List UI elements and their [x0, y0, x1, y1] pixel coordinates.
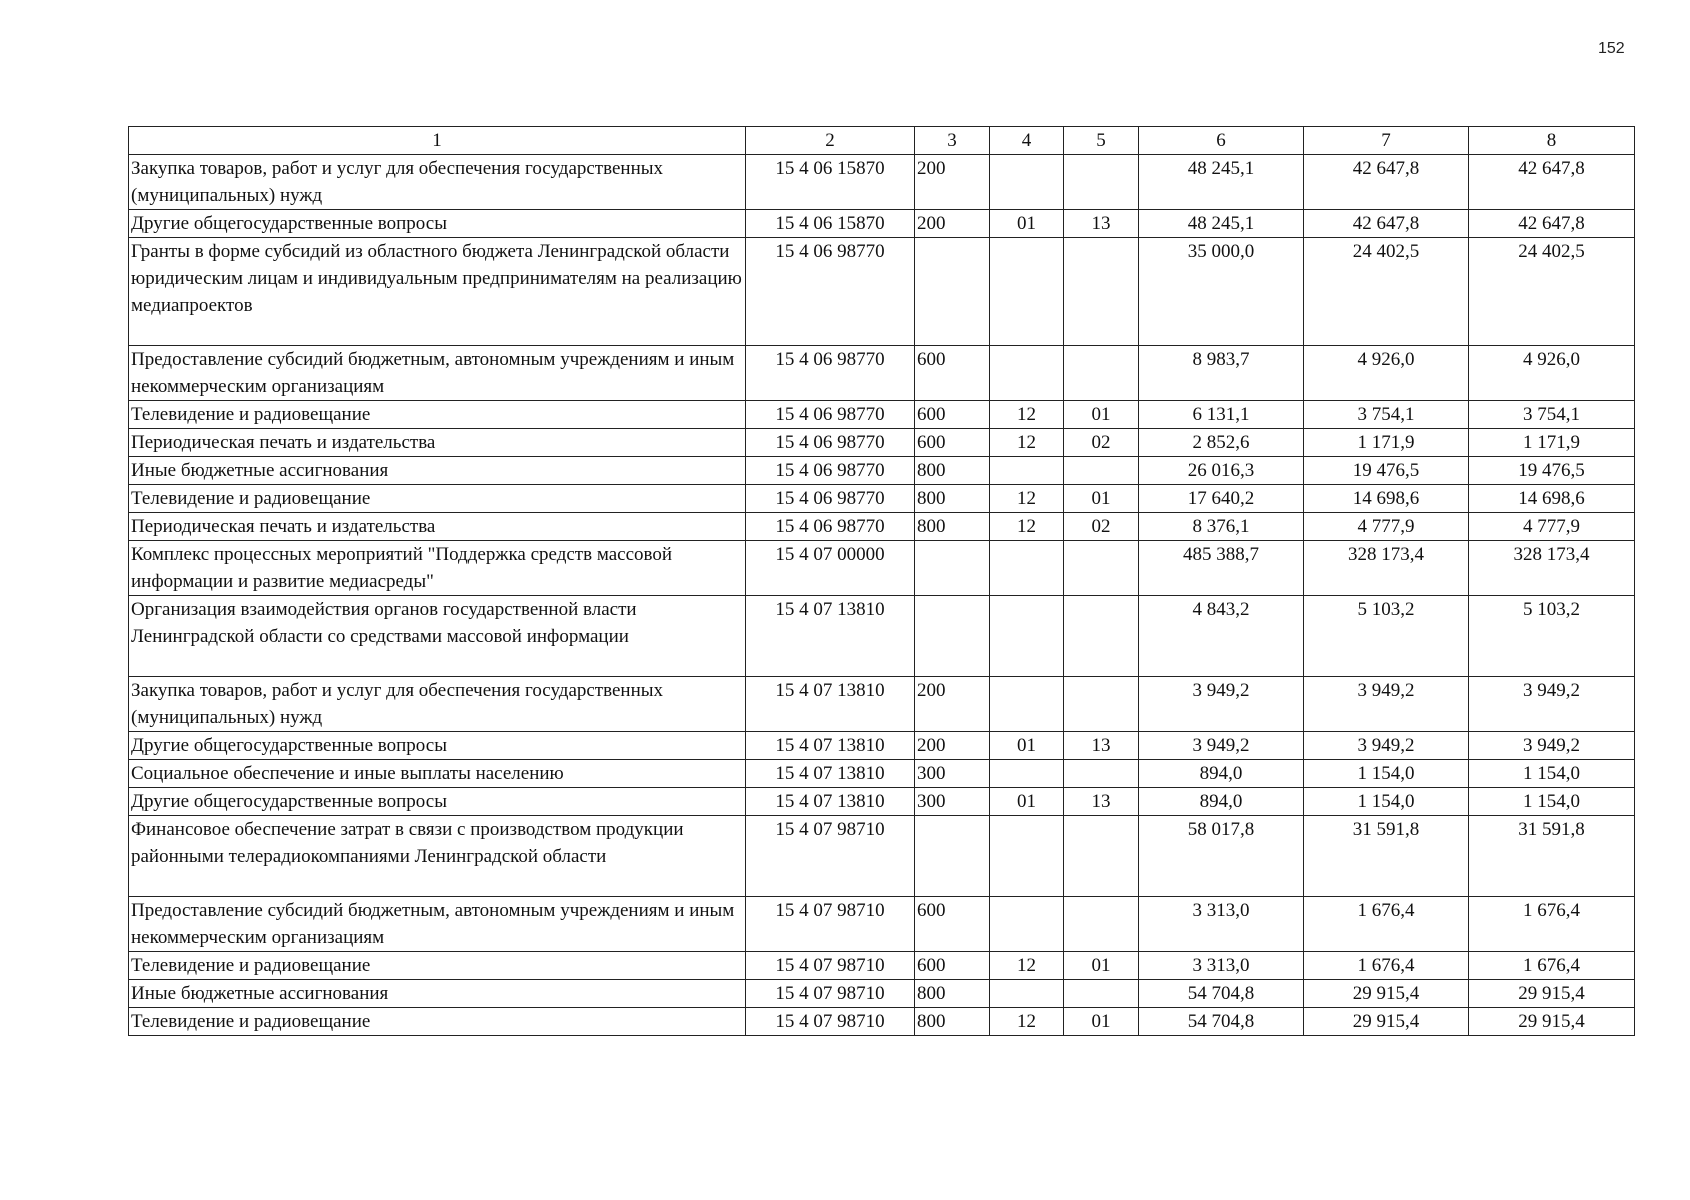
row-name: Другие общегосударственные вопросы	[129, 732, 746, 760]
amount-col-6: 48 245,1	[1139, 210, 1304, 238]
target-code: 15 4 06 98770	[746, 485, 915, 513]
section-code	[990, 897, 1064, 952]
amount-col-8: 19 476,5	[1469, 457, 1635, 485]
expense-type-code: 200	[915, 210, 990, 238]
target-code: 15 4 07 98710	[746, 980, 915, 1008]
amount-col-6: 8 983,7	[1139, 346, 1304, 401]
amount-col-6: 3 313,0	[1139, 897, 1304, 952]
target-code: 15 4 06 15870	[746, 155, 915, 210]
amount-col-6: 26 016,3	[1139, 457, 1304, 485]
amount-col-8: 29 915,4	[1469, 1008, 1635, 1036]
row-name: Иные бюджетные ассигнования	[129, 980, 746, 1008]
amount-col-7: 1 676,4	[1304, 897, 1469, 952]
row-name: Телевидение и радиовещание	[129, 1008, 746, 1036]
expense-type-code: 200	[915, 677, 990, 732]
amount-col-8: 29 915,4	[1469, 980, 1635, 1008]
expense-type-code: 600	[915, 346, 990, 401]
table-row	[129, 952, 1635, 980]
target-code: 15 4 06 98770	[746, 401, 915, 429]
amount-col-7: 1 154,0	[1304, 760, 1469, 788]
row-name: Другие общегосударственные вопросы	[129, 788, 746, 816]
target-code: 15 4 07 13810	[746, 788, 915, 816]
table-row	[129, 760, 1635, 788]
row-name: Закупка товаров, работ и услуг для обеспечения государственных (муниципальных) нужд	[129, 677, 746, 732]
amount-col-6: 3 949,2	[1139, 732, 1304, 760]
amount-col-7: 42 647,8	[1304, 210, 1469, 238]
amount-col-7: 29 915,4	[1304, 980, 1469, 1008]
expense-type-code: 300	[915, 760, 990, 788]
amount-col-6: 58 017,8	[1139, 816, 1304, 897]
amount-col-8: 4 777,9	[1469, 513, 1635, 541]
amount-col-7: 5 103,2	[1304, 596, 1469, 677]
row-name: Комплекс процессных мероприятий "Поддержка средств массовой информации и развитие медиасреды"	[129, 541, 746, 596]
amount-col-8: 3 949,2	[1469, 732, 1635, 760]
amount-col-7: 42 647,8	[1304, 155, 1469, 210]
row-name: Гранты в форме субсидий из областного бюджета Ленинградской области юридическим лицам и индивидуальным предпринимателям на реализацию медиапроектов	[129, 238, 746, 346]
amount-col-7: 328 173,4	[1304, 541, 1469, 596]
row-name: Социальное обеспечение и иные выплаты населению	[129, 760, 746, 788]
amount-col-8: 4 926,0	[1469, 346, 1635, 401]
amount-col-8: 42 647,8	[1469, 155, 1635, 210]
expense-type-code: 200	[915, 155, 990, 210]
section-code	[990, 155, 1064, 210]
amount-col-7: 3 949,2	[1304, 732, 1469, 760]
row-name: Предоставление субсидий бюджетным, автономным учреждениям и иным некоммерческим организациям	[129, 346, 746, 401]
section-code: 01	[990, 732, 1064, 760]
amount-col-8: 328 173,4	[1469, 541, 1635, 596]
expense-type-code: 600	[915, 429, 990, 457]
amount-col-6: 54 704,8	[1139, 1008, 1304, 1036]
amount-col-8: 1 154,0	[1469, 760, 1635, 788]
column-number: 1	[129, 127, 746, 155]
row-name: Организация взаимодействия органов государственной власти Ленинградской области со средствами массовой информации	[129, 596, 746, 677]
section-code: 01	[990, 210, 1064, 238]
target-code: 15 4 06 98770	[746, 457, 915, 485]
subsection-code	[1064, 980, 1139, 1008]
subsection-code: 02	[1064, 429, 1139, 457]
target-code: 15 4 06 98770	[746, 346, 915, 401]
table-row	[129, 513, 1635, 541]
expense-type-code: 600	[915, 897, 990, 952]
page-number: 152	[1598, 40, 1625, 57]
amount-col-7: 24 402,5	[1304, 238, 1469, 346]
section-code: 12	[990, 401, 1064, 429]
amount-col-8: 3 754,1	[1469, 401, 1635, 429]
section-code	[990, 346, 1064, 401]
amount-col-8: 5 103,2	[1469, 596, 1635, 677]
subsection-code	[1064, 897, 1139, 952]
row-name: Иные бюджетные ассигнования	[129, 457, 746, 485]
row-name: Предоставление субсидий бюджетным, автономным учреждениям и иным некоммерческим организациям	[129, 897, 746, 952]
table-row	[129, 238, 1635, 346]
column-number: 2	[746, 127, 915, 155]
column-number-row	[129, 127, 1635, 155]
section-code: 12	[990, 1008, 1064, 1036]
amount-col-8: 14 698,6	[1469, 485, 1635, 513]
amount-col-8: 1 154,0	[1469, 788, 1635, 816]
table-row	[129, 897, 1635, 952]
row-name: Периодическая печать и издательства	[129, 513, 746, 541]
expense-type-code: 600	[915, 952, 990, 980]
row-name: Другие общегосударственные вопросы	[129, 210, 746, 238]
expense-type-code	[915, 816, 990, 897]
table-row	[129, 816, 1635, 897]
subsection-code	[1064, 346, 1139, 401]
table-row	[129, 485, 1635, 513]
amount-col-8: 1 171,9	[1469, 429, 1635, 457]
expense-type-code: 800	[915, 980, 990, 1008]
amount-col-6: 3 949,2	[1139, 677, 1304, 732]
amount-col-7: 31 591,8	[1304, 816, 1469, 897]
expense-type-code: 800	[915, 1008, 990, 1036]
amount-col-6: 54 704,8	[1139, 980, 1304, 1008]
target-code: 15 4 07 13810	[746, 732, 915, 760]
table-row	[129, 677, 1635, 732]
amount-col-7: 14 698,6	[1304, 485, 1469, 513]
column-number: 3	[915, 127, 990, 155]
target-code: 15 4 06 15870	[746, 210, 915, 238]
amount-col-6: 894,0	[1139, 760, 1304, 788]
section-code: 12	[990, 485, 1064, 513]
section-code	[990, 541, 1064, 596]
target-code: 15 4 06 98770	[746, 238, 915, 346]
section-code	[990, 980, 1064, 1008]
subsection-code	[1064, 816, 1139, 897]
table-row	[129, 401, 1635, 429]
table-row	[129, 346, 1635, 401]
section-code	[990, 596, 1064, 677]
row-name: Финансовое обеспечение затрат в связи с производством продукции районными телерадиокомпаниями Ленинградской области	[129, 816, 746, 897]
subsection-code: 01	[1064, 1008, 1139, 1036]
target-code: 15 4 07 98710	[746, 1008, 915, 1036]
amount-col-6: 2 852,6	[1139, 429, 1304, 457]
section-code	[990, 238, 1064, 346]
amount-col-6: 48 245,1	[1139, 155, 1304, 210]
table-row	[129, 980, 1635, 1008]
table-row	[129, 429, 1635, 457]
amount-col-8: 1 676,4	[1469, 952, 1635, 980]
table-row	[129, 1008, 1635, 1036]
subsection-code: 13	[1064, 788, 1139, 816]
section-code: 12	[990, 429, 1064, 457]
expense-type-code: 300	[915, 788, 990, 816]
row-name: Периодическая печать и издательства	[129, 429, 746, 457]
subsection-code: 13	[1064, 732, 1139, 760]
expense-type-code: 800	[915, 485, 990, 513]
table-row	[129, 732, 1635, 760]
expense-type-code: 800	[915, 513, 990, 541]
amount-col-8: 42 647,8	[1469, 210, 1635, 238]
amount-col-8: 1 676,4	[1469, 897, 1635, 952]
subsection-code: 02	[1064, 513, 1139, 541]
amount-col-7: 4 926,0	[1304, 346, 1469, 401]
expense-type-code	[915, 541, 990, 596]
column-number: 7	[1304, 127, 1469, 155]
target-code: 15 4 07 98710	[746, 952, 915, 980]
amount-col-8: 24 402,5	[1469, 238, 1635, 346]
table-row	[129, 155, 1635, 210]
subsection-code	[1064, 457, 1139, 485]
target-code: 15 4 07 13810	[746, 760, 915, 788]
amount-col-6: 35 000,0	[1139, 238, 1304, 346]
section-code	[990, 816, 1064, 897]
amount-col-6: 894,0	[1139, 788, 1304, 816]
subsection-code: 01	[1064, 952, 1139, 980]
amount-col-6: 8 376,1	[1139, 513, 1304, 541]
subsection-code	[1064, 760, 1139, 788]
subsection-code	[1064, 677, 1139, 732]
row-name: Закупка товаров, работ и услуг для обеспечения государственных (муниципальных) нужд	[129, 155, 746, 210]
section-code	[990, 457, 1064, 485]
expense-type-code: 600	[915, 401, 990, 429]
row-name: Телевидение и радиовещание	[129, 401, 746, 429]
amount-col-8: 31 591,8	[1469, 816, 1635, 897]
amount-col-7: 3 754,1	[1304, 401, 1469, 429]
target-code: 15 4 07 98710	[746, 897, 915, 952]
subsection-code	[1064, 155, 1139, 210]
row-name: Телевидение и радиовещание	[129, 952, 746, 980]
target-code: 15 4 07 00000	[746, 541, 915, 596]
subsection-code	[1064, 541, 1139, 596]
amount-col-7: 3 949,2	[1304, 677, 1469, 732]
table-row	[129, 596, 1635, 677]
section-code	[990, 677, 1064, 732]
amount-col-7: 1 154,0	[1304, 788, 1469, 816]
expense-type-code	[915, 238, 990, 346]
amount-col-7: 19 476,5	[1304, 457, 1469, 485]
table-row	[129, 457, 1635, 485]
expense-type-code: 800	[915, 457, 990, 485]
amount-col-6: 3 313,0	[1139, 952, 1304, 980]
table-row	[129, 541, 1635, 596]
amount-col-6: 485 388,7	[1139, 541, 1304, 596]
target-code: 15 4 06 98770	[746, 429, 915, 457]
target-code: 15 4 07 13810	[746, 596, 915, 677]
amount-col-7: 1 171,9	[1304, 429, 1469, 457]
budget-table	[128, 126, 1635, 1036]
amount-col-7: 29 915,4	[1304, 1008, 1469, 1036]
subsection-code	[1064, 596, 1139, 677]
section-code	[990, 760, 1064, 788]
subsection-code: 13	[1064, 210, 1139, 238]
amount-col-6: 4 843,2	[1139, 596, 1304, 677]
target-code: 15 4 06 98770	[746, 513, 915, 541]
amount-col-8: 3 949,2	[1469, 677, 1635, 732]
section-code: 01	[990, 788, 1064, 816]
row-name: Телевидение и радиовещание	[129, 485, 746, 513]
amount-col-7: 1 676,4	[1304, 952, 1469, 980]
amount-col-7: 4 777,9	[1304, 513, 1469, 541]
section-code: 12	[990, 952, 1064, 980]
subsection-code	[1064, 238, 1139, 346]
expense-type-code	[915, 596, 990, 677]
section-code: 12	[990, 513, 1064, 541]
amount-col-6: 6 131,1	[1139, 401, 1304, 429]
column-number: 5	[1064, 127, 1139, 155]
target-code: 15 4 07 13810	[746, 677, 915, 732]
target-code: 15 4 07 98710	[746, 816, 915, 897]
subsection-code: 01	[1064, 401, 1139, 429]
amount-col-6: 17 640,2	[1139, 485, 1304, 513]
subsection-code: 01	[1064, 485, 1139, 513]
column-number: 8	[1469, 127, 1635, 155]
table-row	[129, 210, 1635, 238]
expense-type-code: 200	[915, 732, 990, 760]
column-number: 4	[990, 127, 1064, 155]
column-number: 6	[1139, 127, 1304, 155]
table-row	[129, 788, 1635, 816]
